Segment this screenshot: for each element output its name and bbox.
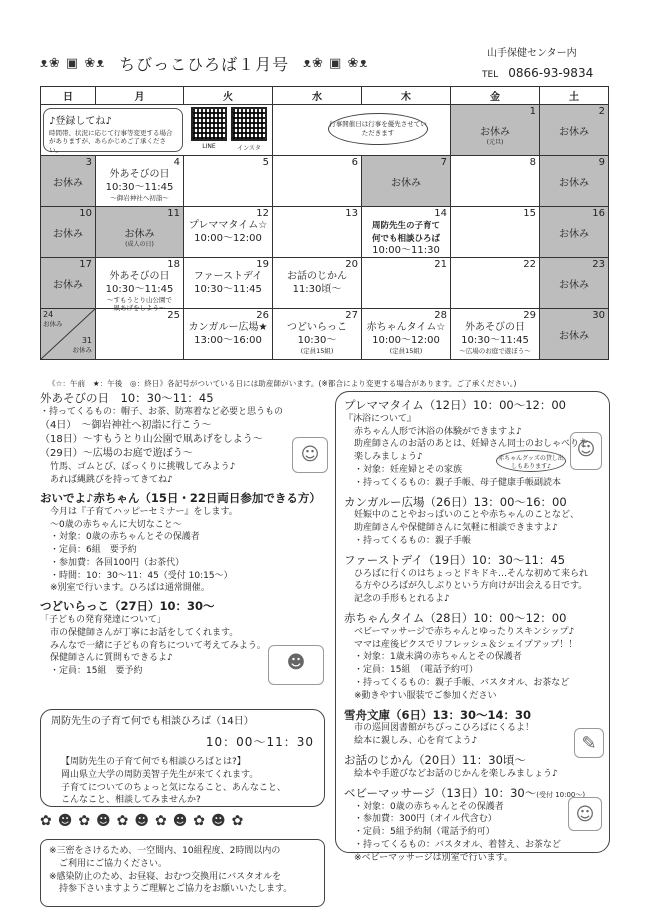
- event-time: 10:30〜: [297, 334, 337, 346]
- section-kangaroo: [344, 495, 601, 548]
- text-line: 絵本に親しみ、心を育てよう♪: [354, 736, 478, 747]
- line-qr-label: LINE: [202, 143, 216, 150]
- text-line: ・持ってくるもの：親子手帳: [354, 536, 472, 546]
- day-number: 3: [85, 157, 92, 168]
- day-number: 17: [79, 259, 92, 270]
- tel-number: 0866-93-9834: [508, 66, 594, 80]
- day-event: [98, 271, 181, 312]
- section-first-day: [344, 553, 601, 606]
- infection-notice-box: [40, 839, 325, 907]
- event-time: 10:30～11:45: [105, 283, 174, 295]
- event-title: 外あそびの日: [465, 322, 525, 333]
- text-line: ご利用にご協力ください。: [59, 858, 168, 869]
- day-number: 11: [167, 208, 180, 219]
- decoration-right-icon: ᴥ❀ ▣ ❀ᴥ: [303, 56, 369, 71]
- event-title: カンガルー広場★: [188, 322, 268, 333]
- weekday-mon: 月: [96, 87, 184, 105]
- day-number: 15: [523, 208, 536, 219]
- day-event: [453, 322, 537, 355]
- event-title: ファーストデイ: [193, 271, 263, 282]
- text-line: ・定員：15組 （電話予約可）: [354, 665, 478, 676]
- weekday-thu: 木: [362, 87, 451, 105]
- section-heading: ファーストデイ（19日）10：30～11：45: [344, 552, 566, 567]
- text-line: 【周防先生の子育て何でも相談ひろばとは?】: [61, 757, 246, 768]
- holiday-reason: (元旦): [486, 139, 504, 146]
- text-line: ・定員：5組予約制（電話予約可）: [354, 827, 495, 838]
- text-line: ・参加費：300円（オイル代含む）: [354, 814, 497, 825]
- day-6: [273, 156, 362, 207]
- day-8: [451, 156, 540, 207]
- day-event: [186, 220, 270, 245]
- text-line: ・定員：15組 要予約: [50, 666, 143, 677]
- tel-row: [482, 66, 593, 80]
- dolls-illustration-icon: ☺: [292, 437, 328, 473]
- event-subtitle: 〜すもうとり山公園で: [107, 296, 172, 304]
- day-26: [184, 309, 273, 360]
- instagram-qr-icon[interactable]: [231, 107, 267, 141]
- day-number: 27: [345, 310, 358, 321]
- baby-illustration-icon: ☺: [568, 797, 602, 831]
- tel-label: TEL: [482, 70, 499, 80]
- day-number: 28: [434, 310, 447, 321]
- day-event: [98, 169, 181, 202]
- text-line: ベビーマッサージで赤ちゃんとゆったりスキンシップ♪: [354, 626, 575, 637]
- weekday-header: [41, 87, 609, 105]
- day-1: [451, 105, 540, 156]
- event-time: 10:00～12:00: [372, 334, 440, 346]
- text-line: 楽しみましょう♪: [354, 452, 423, 463]
- day-number: 2: [598, 106, 605, 117]
- event-time: 10:30～11:45: [194, 283, 262, 295]
- event-title: プレママタイム☆: [188, 220, 268, 231]
- calendar: [40, 86, 609, 360]
- register-title: ♪登録してね♪: [49, 116, 112, 127]
- holiday-reason: (成人の日): [125, 241, 154, 248]
- day-number: 21: [434, 259, 447, 270]
- text-line: 竹馬、ゴムとび、ぽっくりに挑戦してみよう♪: [50, 462, 236, 473]
- text-line: ・定員：6組 要予約: [50, 545, 137, 556]
- register-note: 時間帯、状況に応じて行事等変更する場合がありますが、あらかじめご了承ください。: [49, 129, 173, 154]
- text-line: 助産師さんのお話のあとは、妊婦さん同士のおしゃべりを: [354, 439, 589, 450]
- day-30: [540, 309, 609, 360]
- day-19: [184, 258, 273, 309]
- text-line: ・対象：妊産婦とその家族: [354, 465, 463, 475]
- day-number: 10: [79, 208, 92, 219]
- day-21: [362, 258, 451, 309]
- text-line: ・持ってくるもの：バスタオル、着替え、お茶など: [354, 839, 561, 850]
- event-priority-notice: 行事開催日は行事を優先させていただきます: [328, 113, 428, 145]
- day-event: [186, 271, 270, 296]
- holiday-label: お休み: [559, 280, 589, 291]
- holiday-label: お休み: [391, 178, 421, 189]
- text-line: 今月は『子育てハッピーセミナー』をします。: [50, 506, 238, 517]
- text-line: 子育てについてのちょっと気になること、あんなこと、: [61, 782, 286, 793]
- text-line: 持参下さいますようご理解とご協力をお願いいたします。: [59, 884, 293, 895]
- day-23: [540, 258, 609, 309]
- text-line: ・持ってくるもの：親子手帳、母子健康手帳副読本: [354, 477, 562, 488]
- event-subtitle: (定員15組): [300, 347, 334, 355]
- holiday-label: お休み: [559, 331, 589, 342]
- day-16: [540, 207, 609, 258]
- text-line: （29日）～広場のお庭で遊ぼう～: [40, 448, 193, 460]
- notice-cell: [273, 105, 451, 156]
- weekday-sun: 日: [41, 87, 96, 105]
- day-9: [540, 156, 609, 207]
- text-line: ※ベビーマッサージは別室で行います。: [354, 852, 513, 863]
- day-number: 5: [262, 157, 269, 168]
- day-7: [362, 156, 451, 207]
- text-line: ひろばに行くのはちょっとドキドキ…そんな初めて来られ: [354, 568, 589, 579]
- decoration-left-icon: ᴥ❀ ▣ ❀ᴥ: [40, 56, 106, 71]
- section-heading: つどいらっこ（27日）10：30～: [40, 599, 215, 614]
- section-heading: カンガルー広場（26日）13：00～16：00: [344, 494, 567, 509]
- day-10: [41, 207, 96, 258]
- section-outdoor-play: [40, 391, 330, 487]
- holiday-label: お休み: [72, 346, 92, 355]
- section-pre-mama: [344, 398, 601, 490]
- day-number: 26: [256, 310, 269, 321]
- day-20: [273, 258, 362, 309]
- weekday-wed: 水: [273, 87, 362, 105]
- event-time: 10:00～12:00: [194, 232, 262, 244]
- day-22: [451, 258, 540, 309]
- day-25: [96, 309, 184, 360]
- day-number: 23: [592, 259, 605, 270]
- text-line: 岡山県立大学の周防美智子先生が来てくれます。: [61, 769, 259, 780]
- day-number: 24: [43, 310, 54, 319]
- day-number: 22: [523, 259, 536, 270]
- day-event: [186, 322, 270, 347]
- event-title-2: 何でも相談ひろば: [371, 233, 440, 244]
- page-title: ちびっこひろば１月号: [119, 54, 290, 74]
- day-event: [275, 271, 359, 296]
- text-line: ※動きやすい服装でご参加ください: [354, 690, 497, 701]
- center-name: 山手保健センター内: [487, 48, 577, 59]
- day-28: [362, 309, 451, 360]
- section-heading-sub: (受付 10:00〜): [536, 790, 586, 799]
- register-box: [43, 108, 183, 152]
- consultation-heading: 周防先生の子育て何でも相談ひろば（14日）: [51, 716, 254, 727]
- day-number: 12: [256, 208, 269, 219]
- event-title: 外あそびの日: [109, 271, 170, 282]
- text-line: 『沐浴について』: [344, 413, 416, 424]
- day-4: [96, 156, 184, 207]
- legend: 《☆：午前 ★：午後 ◎：終日》各記号がついている日には助産師がいます。(※都合により変更する場合があります。ご了承ください。): [48, 379, 517, 388]
- title-row: [40, 50, 480, 76]
- section-heading: 赤ちゃんタイム（28日）10：00～12：00: [344, 611, 567, 625]
- section-sesshu-bunko: [344, 708, 601, 748]
- day-number: 31: [81, 336, 92, 346]
- text-line: ・持ってくるもの：親子手帳、バスタオル、お茶など: [354, 678, 570, 688]
- day-29: [451, 309, 540, 360]
- text-line: ・対象：1歳未満の赤ちゃんとその保護者: [354, 652, 522, 663]
- section-heading: お話のじかん（20日）11：30頃～: [344, 753, 526, 767]
- weekday-tue: 火: [184, 87, 273, 105]
- day-5: [184, 156, 273, 207]
- day-number: 18: [167, 259, 180, 270]
- nurse-illustration-icon: ☺: [570, 432, 602, 470]
- right-column: [335, 391, 610, 863]
- day-number: 4: [173, 157, 180, 168]
- day-number: 8: [529, 157, 536, 168]
- holiday-label: お休み: [559, 127, 589, 138]
- section-heading: 外あそびの日 10：30～11：45: [40, 391, 214, 405]
- day-event: [275, 322, 359, 355]
- day-event: [364, 322, 448, 355]
- holiday-label: お休み: [559, 229, 589, 240]
- day-number: 7: [440, 157, 447, 168]
- text-line: ～0歳の赤ちゃんに大切なこと～: [50, 519, 182, 530]
- text-line: みんなで一緒に子どもの育ちについて考えてみよう。: [50, 640, 266, 651]
- week-1: [41, 105, 609, 156]
- text-line: ※別室で行います。ひろばは通常開催。: [50, 583, 210, 594]
- holiday-label: お休み: [559, 178, 589, 189]
- text-line: （4日） ～御岩神社へ初詣に行こう～: [40, 419, 212, 431]
- instagram-qr-label: インスタ: [237, 145, 261, 152]
- event-subtitle: (定員15組): [389, 347, 423, 355]
- day-31: [73, 337, 93, 355]
- consultation-box: [40, 709, 325, 807]
- weekday-fri: 金: [451, 87, 540, 105]
- event-subtitle-2: 凧あげをしよう〜: [113, 304, 166, 313]
- holiday-label: お休み: [53, 280, 83, 291]
- text-line: 妊娠中のことやおっぱいのことや赤ちゃんのことなど、: [354, 510, 580, 521]
- day-27: [273, 309, 362, 360]
- header: [0, 0, 645, 86]
- holiday-label: お休み: [53, 178, 83, 189]
- section-heading: おいでよ♪赤ちゃん（15日・22日両日参加できる方）: [40, 490, 321, 505]
- day-number: 6: [351, 157, 358, 168]
- event-title: 赤ちゃんタイム☆: [366, 322, 446, 333]
- children-doodle-icon: ✿☻✿☻✿☻✿☻✿☻✿: [40, 813, 250, 829]
- text-line: 「子どもの発育発達について」: [40, 615, 166, 626]
- week-5: [41, 309, 609, 360]
- split-cell: [41, 309, 95, 359]
- section-story-time: [344, 753, 601, 781]
- day-13: [273, 207, 362, 258]
- day-number: 30: [592, 310, 605, 321]
- day-number: 13: [345, 208, 358, 219]
- text-line: る方やひろばが久しぶりという方向けが出会える日です。: [354, 581, 588, 592]
- day-2: [540, 105, 609, 156]
- weekday-sat: 土: [540, 87, 609, 105]
- day-12: [184, 207, 273, 258]
- section-heading: 雪舟文庫（6日）13：30～14：30: [344, 707, 532, 722]
- event-title: お話のじかん: [287, 271, 347, 282]
- text-line: 絵本や手遊びなどお話のじかんを楽しみましょう♪: [354, 768, 558, 779]
- reading-illustration-icon: ☻: [268, 645, 324, 685]
- rental-bubble: 赤ちゃんグッズの貸し出しもあります♪: [496, 450, 566, 472]
- text-line: ママは産後ピクスでリフレッシュ＆シェイプアップ！！: [354, 639, 578, 650]
- section-baby-time: [344, 611, 601, 703]
- day-3: [41, 156, 96, 207]
- text-line: ・対象：0歳の赤ちゃんとその保護者: [354, 801, 504, 812]
- text-line: 赤ちゃん人形で沐浴の体験ができますよ♪: [354, 426, 522, 437]
- day-event: [364, 220, 448, 258]
- text-line: （18日）～すもうとり山公園で凧あげをしよう～: [40, 433, 263, 445]
- event-time: 13:00～16:00: [194, 334, 262, 346]
- day-number: 19: [256, 259, 269, 270]
- event-time: 10:30～11:45: [105, 181, 174, 193]
- section-heading-text: ベビーマッサージ（13日）10：30～: [344, 785, 537, 800]
- text-line: こんなこと、相談してみませんか?: [61, 795, 201, 806]
- day-11: [96, 207, 184, 258]
- book-illustration-icon: ✎: [574, 728, 604, 758]
- event-subtitle: 〜広場のお庭で遊ぼう〜: [459, 347, 531, 355]
- holiday-label: お休み: [480, 127, 510, 138]
- event-time: 10:00～11:30: [372, 245, 440, 256]
- day-number: 1: [529, 106, 536, 117]
- event-time: 10:30～11:45: [461, 334, 529, 346]
- day-24: [43, 311, 63, 329]
- holiday-label: お休み: [43, 319, 63, 328]
- text-line: 記念の手形もとれるよ♪: [354, 594, 450, 605]
- week-3: [41, 207, 609, 258]
- left-column: [40, 391, 330, 895]
- text-line: ※三密をさけるため、一空間内、10組程度、2時間以内の: [49, 846, 281, 856]
- text-line: ・時間：10：30～11：45（受付 10:15〜）: [50, 570, 233, 581]
- text-line: あれば縄跳びを持ってきてね♪: [50, 475, 173, 486]
- day-14: [362, 207, 451, 258]
- holiday-label: お休み: [53, 229, 83, 240]
- text-line: 助産師さんや保健師さんに気軽に相談できますよ♪: [354, 523, 558, 534]
- text-line: 市の保健師さんが丁寧にお話をしてくれます。: [50, 627, 239, 638]
- text-line: 市の巡回図書館がちびっこひろばにくるよ！: [354, 723, 535, 734]
- day-18: [96, 258, 184, 313]
- day-15: [451, 207, 540, 258]
- week-2: [41, 156, 609, 207]
- text-line: ・参加費：各回100円（お茶代）: [50, 557, 185, 568]
- section-oideyo-baby: [40, 491, 330, 595]
- event-title: 周防先生の子育て: [371, 221, 440, 231]
- day-number: 25: [167, 310, 180, 321]
- register-cell: [41, 105, 273, 156]
- day-24-31: [41, 309, 96, 360]
- day-number: 9: [598, 157, 605, 168]
- event-title: つどいらっこ: [287, 322, 347, 333]
- day-number: 16: [592, 208, 605, 219]
- text-line: ・対象：0歳の赤ちゃんとその保護者: [50, 532, 200, 543]
- event-title: 外あそびの日: [109, 169, 170, 180]
- holiday-label: お休み: [124, 229, 155, 240]
- day-number: 14: [434, 208, 447, 219]
- line-qr-icon[interactable]: [191, 107, 227, 141]
- section-heading: [344, 786, 601, 801]
- text-line: 保健師さんに質問もできるよ♪: [50, 653, 173, 664]
- consultation-time: 10：00～11：30: [205, 735, 314, 750]
- section-baby-massage: [344, 786, 601, 865]
- week-4: [41, 258, 609, 309]
- day-number: 20: [345, 259, 358, 270]
- section-heading: プレママタイム（12日）10：00～12：00: [344, 398, 566, 412]
- event-subtitle: 〜御岩神社へ初詣〜: [110, 194, 169, 202]
- event-time: 11:30頃〜: [292, 283, 342, 295]
- text-line: ・持ってくるもの：帽子、お茶、防寒着など必要と思うもの: [40, 406, 284, 417]
- day-number: 29: [523, 310, 536, 321]
- day-17: [41, 258, 96, 309]
- text-line: ※感染防止のため、お昼寝、おむつ交換用にバスタオルを: [49, 871, 282, 882]
